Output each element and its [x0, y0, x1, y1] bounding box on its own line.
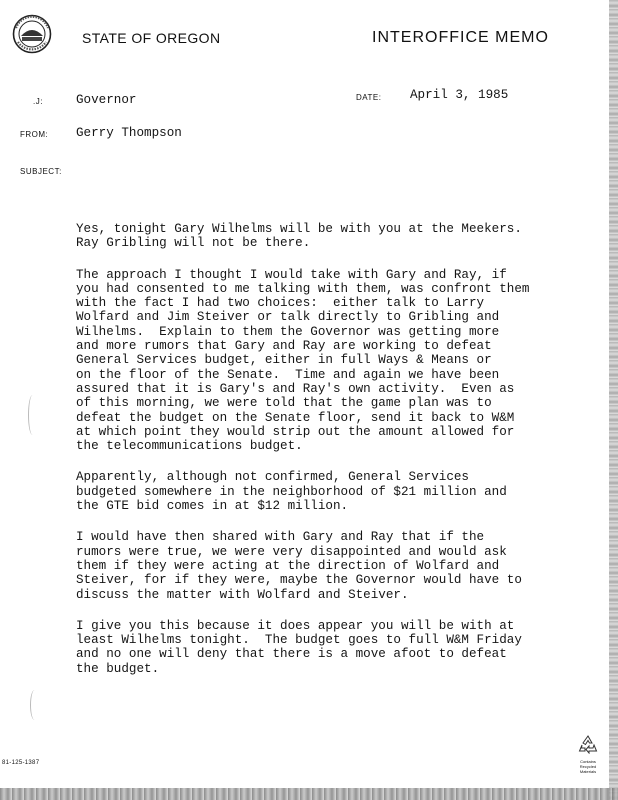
- memo-line: at which point they would strip out the amount allowed for: [76, 424, 515, 439]
- memo-line: on the floor of the Senate. Time and again we have been: [76, 367, 500, 382]
- memo-paragraph: [76, 530, 546, 601]
- memo-body: [76, 222, 546, 693]
- scan-artifact: [30, 690, 39, 720]
- memo-line: I give you this because it does appear you will be with at: [76, 618, 515, 633]
- agency-name: STATE OF OREGON: [82, 30, 221, 46]
- memo-paragraph: [76, 268, 546, 454]
- recycle-icon: [577, 734, 599, 754]
- memo-line: budgeted somewhere in the neighborhood of $21 million and: [76, 484, 507, 499]
- memo-line: Apparently, although not confirmed, General Services: [76, 470, 469, 485]
- subject-label: SUBJECT:: [20, 167, 62, 176]
- memo-line: least Wilhelms tonight. The budget goes to full W&M Friday: [76, 633, 522, 648]
- memo-line: assured that it is Gary's and Ray's own activity. Even as: [76, 381, 515, 396]
- memo-line: Yes, tonight Gary Wilhelms will be with you at the Meekers.: [76, 222, 522, 236]
- document-type-title: INTEROFFICE MEMO: [372, 29, 549, 46]
- memo-line: of this morning, we were told that the game plan was to: [76, 396, 492, 411]
- recycle-text-3: Materials: [579, 769, 597, 774]
- date-label: DATE:: [356, 93, 382, 102]
- memo-line: Ray Gribling will not be there.: [76, 236, 311, 251]
- memo-line: the GTE bid comes in at $12 million.: [76, 499, 349, 514]
- scan-edge-right: [609, 0, 618, 800]
- to-value: Governor: [76, 93, 137, 107]
- date-value: April 3, 1985: [410, 88, 509, 102]
- from-label: FROM:: [20, 130, 49, 139]
- scan-edge-bottom: [0, 788, 618, 800]
- recycle-text-1: Contains: [580, 759, 596, 764]
- memo-line: General Services budget, either in full Ways & Means or: [76, 353, 492, 368]
- recycle-text-2: Recycled: [579, 764, 597, 769]
- memo-line: and no one will deny that there is a move afoot to defeat: [76, 647, 507, 662]
- from-value: Gerry Thompson: [76, 126, 182, 140]
- memo-line: The approach I thought I would take with Gary and Ray, if: [76, 267, 507, 282]
- form-number: 81-125-1387: [2, 760, 40, 766]
- memo-line: Steiver, for if they were, maybe the Governor would have to: [76, 573, 522, 588]
- memo-line: the telecommunications budget.: [76, 439, 303, 454]
- memo-line: I would have then shared with Gary and Ray that if the: [76, 530, 485, 545]
- memo-paragraph: [76, 222, 546, 251]
- memo-line: with the fact I had two choices: either talk to Larry: [76, 296, 485, 311]
- memo-line: defeat the budget on the Senate floor, send it back to W&M: [76, 410, 515, 425]
- memo-line: discuss the matter with Wolfard and Steiver.: [76, 587, 409, 602]
- to-label: .J:: [33, 97, 43, 106]
- memo-line: the budget.: [76, 661, 160, 676]
- memo-line: and more rumors that Gary and Ray are working to defeat: [76, 339, 492, 354]
- memo-line: Wilhelms. Explain to them the Governor was getting more: [76, 324, 500, 339]
- recycle-badge: [574, 734, 602, 774]
- memo-paragraph: [76, 470, 546, 513]
- memo-line: you had consented to me talking with them, was confront them: [76, 281, 530, 296]
- memo-line: them if they were acting at the direction of Wolfard and: [76, 558, 500, 573]
- memo-line: rumors were true, we were very disappointed and would ask: [76, 544, 507, 559]
- memo-line: Wolfard and Jim Steiver or talk directly to Gribling and: [76, 310, 500, 325]
- scan-artifact: [28, 395, 37, 435]
- oregon-state-seal-icon: [12, 14, 52, 54]
- memo-paragraph: [76, 619, 546, 676]
